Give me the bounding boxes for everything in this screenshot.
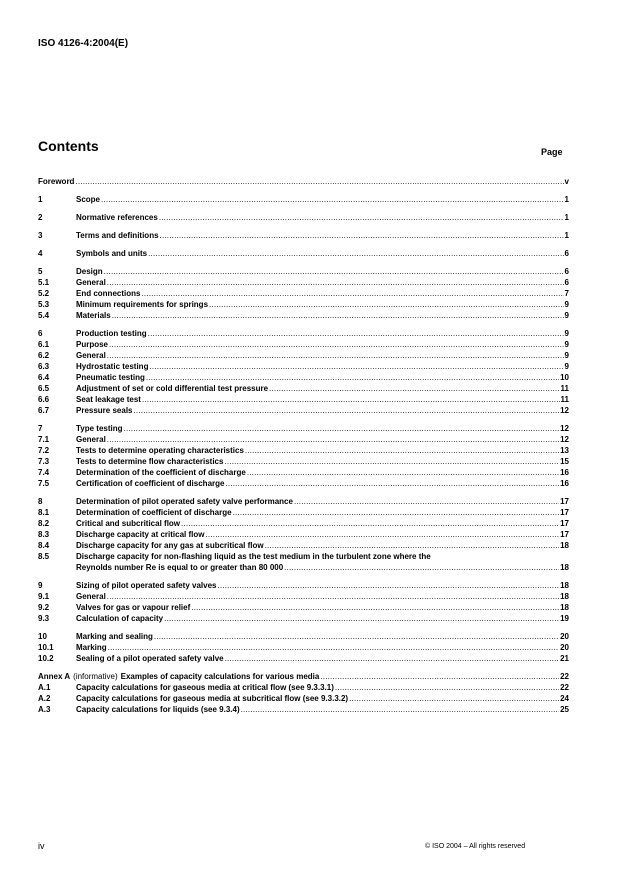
toc-entry-number: 8.4 [38,541,50,550]
toc-entry-number: 7.1 [38,435,50,444]
toc-dot-leader [124,423,560,434]
toc-entry-title: Scope [76,195,101,204]
toc-entry-number: 7.5 [38,479,50,488]
toc-entry[interactable] [38,653,569,664]
toc-dot-leader [107,434,559,445]
toc-entry-number: 9.2 [38,603,50,612]
toc-entry[interactable] [38,580,569,591]
toc-entry[interactable] [38,434,569,445]
toc-entry-number: 9.1 [38,592,50,601]
toc-entry[interactable] [38,277,569,288]
toc-entry-number: Annex A [38,672,71,681]
toc-entry-number: 5.2 [38,289,50,298]
toc-entry-page: 17 [560,508,569,517]
toc-entry-title: Purpose [76,340,109,349]
toc-entry-number: 10 [38,632,47,641]
toc-entry-number: 5 [38,267,43,276]
toc-entry[interactable] [38,445,569,456]
toc-entry[interactable] [38,540,569,551]
toc-dot-leader [191,602,559,613]
toc-entry[interactable] [38,212,569,223]
toc-entry-page: 1 [564,213,569,222]
toc-entry-title: General [76,435,106,444]
toc-entry-number: 6.1 [38,340,50,349]
toc-entry-title: Tests to determine operating characteristics [76,446,244,455]
toc-dot-leader [225,478,559,489]
toc-entry-number: 6.5 [38,384,50,393]
toc-entry-page: 9 [564,311,569,320]
toc-entry[interactable] [38,518,569,529]
toc-entry[interactable] [38,299,569,310]
toc-entry-title: Determination of coefficient of discharge [76,508,232,517]
toc-entry[interactable] [38,248,569,259]
toc-entry[interactable] [38,693,569,704]
toc-dot-leader [146,372,559,383]
toc-entry-page: 12 [560,435,569,444]
toc-entry-title: Design [76,267,103,276]
toc-entry-number: 7.3 [38,457,50,466]
toc-entry[interactable] [38,361,569,372]
toc-entry-number: 7 [38,424,43,433]
toc-entry[interactable] [38,456,569,467]
toc-entry-title: Pressure seals [76,406,133,415]
toc-dot-leader [160,230,564,241]
toc-entry-page: 9 [564,300,569,309]
toc-entry-page: 9 [564,329,569,338]
toc-dot-leader [142,394,560,405]
toc-dot-leader [269,383,559,394]
toc-entry-number: 6.3 [38,362,50,371]
toc-entry-page: 17 [560,519,569,528]
toc-entry-title: General [76,592,106,601]
toc-dot-leader [112,310,564,321]
toc-entry[interactable] [38,671,569,682]
toc-entry-number: 7.4 [38,468,50,477]
toc-entry-page: 22 [560,683,569,692]
toc-entry-title: Sizing of pilot operated safety valves [76,581,217,590]
toc-entry-number: 5.4 [38,311,50,320]
toc-entry-number: 6 [38,329,43,338]
toc-dot-leader [107,277,564,288]
toc-entry[interactable] [38,496,569,507]
toc-dot-leader [164,613,559,624]
toc-dot-leader [107,350,564,361]
toc-entry-number: 3 [38,231,43,240]
toc-entry[interactable] [38,529,569,540]
toc-entry[interactable] [38,551,569,562]
toc-entry-number: 8.2 [38,519,50,528]
toc-entry-page: 18 [560,581,569,590]
toc-entry[interactable] [38,467,569,478]
toc-entry-title: Tests to determine flow characteristics [76,457,224,466]
toc-entry-number: A.2 [38,694,51,703]
toc-entry-title: Marking [76,643,107,652]
toc-entry-page: 20 [560,643,569,652]
toc-entry[interactable] [38,328,569,339]
toc-entry-title: Sealing of a pilot operated safety valve [76,654,224,663]
toc-entry-title: Symbols and units [76,249,148,258]
toc-entry-number: 6.7 [38,406,50,415]
toc-entry-title: General [76,351,106,360]
toc-entry-page: 16 [560,479,569,488]
toc-entry-page: 18 [560,603,569,612]
toc-dot-leader [233,507,560,518]
toc-entry-title: Discharge capacity for any gas at subcritical flow [76,541,264,550]
toc-entry[interactable] [38,176,569,187]
toc-entry-page: 17 [560,497,569,506]
toc-entry[interactable] [38,682,569,693]
toc-entry-title: Type testing [76,424,123,433]
toc-entry-page: 7 [564,289,569,298]
toc-dot-leader [241,704,559,715]
toc-dot-leader [225,653,559,664]
toc-dot-leader [148,248,563,259]
toc-entry-title: End connections [76,289,141,298]
toc-entry-title: Marking and sealing [76,632,153,641]
toc-dot-leader [149,361,563,372]
toc-entry-title: Seat leakage test [76,395,141,404]
toc-entry-title: Capacity calculations for gaseous media at critical flow (see 9.3.3.1) [76,683,334,692]
toc-entry-page: 6 [564,249,569,258]
toc-entry-page: 22 [560,672,569,681]
toc-entry-title: Normative references [76,213,158,222]
toc-entry[interactable] [38,350,569,361]
toc-entry-page: 21 [560,654,569,663]
toc-entry-page: 9 [564,362,569,371]
toc-entry-page: 12 [560,406,569,415]
toc-dot-leader [349,693,559,704]
toc-entry-page: 25 [560,705,569,714]
toc-entry-page: 24 [560,694,569,703]
toc-entry-title: Discharge capacity for non-flashing liquid as the test medium in the turbulent zone where the [76,552,431,561]
toc-entry[interactable] [38,266,569,277]
toc-entry-title: General [76,278,106,287]
toc-entry-page: 9 [564,340,569,349]
toc-dot-leader [245,445,559,456]
toc-entry[interactable] [38,507,569,518]
toc-entry-page: v [564,177,569,186]
toc-entry-title: Terms and definitions [76,231,159,240]
toc-entry-annex-type: (informative) [73,672,118,681]
toc-entry-number: A.1 [38,683,51,692]
toc-dot-leader [75,176,563,187]
toc-entry-number: 5.1 [38,278,50,287]
toc-entry[interactable] [38,339,569,350]
toc-entry-page: 15 [560,457,569,466]
toc-entry[interactable] [38,383,569,394]
toc-entry-title: Capacity calculations for gaseous media at subcritical flow (see 9.3.3.2) [76,694,349,703]
toc-entry-page: 12 [560,424,569,433]
toc-dot-leader [134,405,560,416]
toc-entry-page: 1 [564,195,569,204]
toc-entry-title: Minimum requirements for springs [76,300,209,309]
toc-entry[interactable] [38,194,569,205]
toc-dot-leader [141,288,563,299]
toc-entry[interactable] [38,478,569,489]
toc-entry-title: Determination of pilot operated safety valve performance [76,497,293,506]
toc-entry[interactable] [38,372,569,383]
toc-entry-title: Capacity calculations for liquids (see 9.3.4) [76,705,240,714]
toc-entry-page: 19 [560,614,569,623]
standard-identifier: ISO 4126-4:2004(E) [38,38,129,49]
toc-entry-number: A.3 [38,705,51,714]
contents-heading: Contents [38,138,99,154]
toc-entry-page: 18 [560,592,569,601]
toc-dot-leader [224,456,559,467]
toc-entry-title: Valves for gas or vapour relief [76,603,191,612]
footer-page-number: iv [38,841,45,851]
toc-entry-page: 16 [560,468,569,477]
toc-entry-page: 18 [560,563,569,572]
toc-entry-title: Discharge capacity at critical flow [76,530,205,539]
toc-entry-number: 6.4 [38,373,50,382]
toc-entry-title: Hydrostatic testing [76,362,149,371]
toc-dot-leader [107,591,559,602]
toc-entry[interactable] [38,642,569,653]
toc-entry-number: 10.2 [38,654,54,663]
toc-entry[interactable] [38,230,569,241]
toc-entry-page: 11 [560,384,569,393]
toc-entry-number: 5.3 [38,300,50,309]
toc-entry-page: 13 [560,446,569,455]
toc-dot-leader [159,212,564,223]
toc-entry[interactable] [38,591,569,602]
toc-entry-page: 1 [564,231,569,240]
toc-entry[interactable] [38,613,569,624]
toc-dot-leader [294,496,559,507]
toc-entry-number: 9 [38,581,43,590]
toc-entry-page: 9 [564,351,569,360]
toc-entry-page: 18 [560,541,569,550]
toc-entry[interactable] [38,405,569,416]
toc-dot-leader [154,631,559,642]
toc-entry-title: Examples of capacity calculations for various media [120,672,320,681]
toc-entry-number: 9.3 [38,614,50,623]
toc-entry-number: 8 [38,497,43,506]
toc-entry-title: Adjustment of set or cold differential test pressure [76,384,269,393]
table-of-contents [38,176,569,715]
footer-copyright: © ISO 2004 – All rights reserved [425,843,526,850]
toc-dot-leader [181,518,559,529]
toc-entry-title: Determination of the coefficient of discharge [76,468,246,477]
toc-dot-leader [206,529,560,540]
toc-entry-title: Production testing [76,329,147,338]
toc-dot-leader [148,328,564,339]
toc-entry-page: 10 [560,373,569,382]
toc-entry[interactable] [38,288,569,299]
toc-entry[interactable] [38,631,569,642]
toc-entry-page: 6 [564,267,569,276]
toc-dot-leader [247,467,559,478]
page-column-label: Page [541,147,563,157]
toc-dot-leader [109,339,564,350]
toc-dot-leader [265,540,559,551]
toc-entry-title: Materials [76,311,111,320]
toc-dot-leader [108,642,559,653]
toc-dot-leader [320,671,559,682]
toc-dot-leader [209,299,564,310]
toc-entry-title: Foreword [38,177,75,186]
toc-entry-number: 8.1 [38,508,50,517]
toc-entry-page: 11 [560,395,569,404]
toc-dot-leader [104,266,564,277]
toc-entry-page: 6 [564,278,569,287]
toc-dot-leader [217,580,559,591]
toc-entry-number: 2 [38,213,43,222]
toc-entry-page: 20 [560,632,569,641]
toc-dot-leader [335,682,559,693]
toc-entry[interactable] [38,394,569,405]
toc-entry-number: 4 [38,249,43,258]
toc-entry-title: Certification of coefficient of discharge [76,479,225,488]
toc-entry-title: Critical and subcritical flow [76,519,181,528]
toc-entry-number: 1 [38,195,43,204]
toc-entry-number: 6.2 [38,351,50,360]
toc-entry-number: 8.5 [38,552,50,561]
toc-entry-number: 7.2 [38,446,50,455]
toc-entry[interactable] [38,562,569,573]
toc-entry-number: 10.1 [38,643,54,652]
toc-entry[interactable] [38,602,569,613]
toc-dot-leader [284,562,559,573]
toc-entry[interactable] [38,310,569,321]
toc-entry-title: Pneumatic testing [76,373,145,382]
toc-entry[interactable] [38,704,569,715]
toc-entry-page: 17 [560,530,569,539]
toc-entry-number: 8.3 [38,530,50,539]
toc-dot-leader [101,194,564,205]
toc-entry-title: Calculation of capacity [76,614,164,623]
toc-entry[interactable] [38,423,569,434]
toc-entry-title: Reynolds number Re is equal to or greater than 80 000 [76,563,284,572]
toc-entry-number: 6.6 [38,395,50,404]
